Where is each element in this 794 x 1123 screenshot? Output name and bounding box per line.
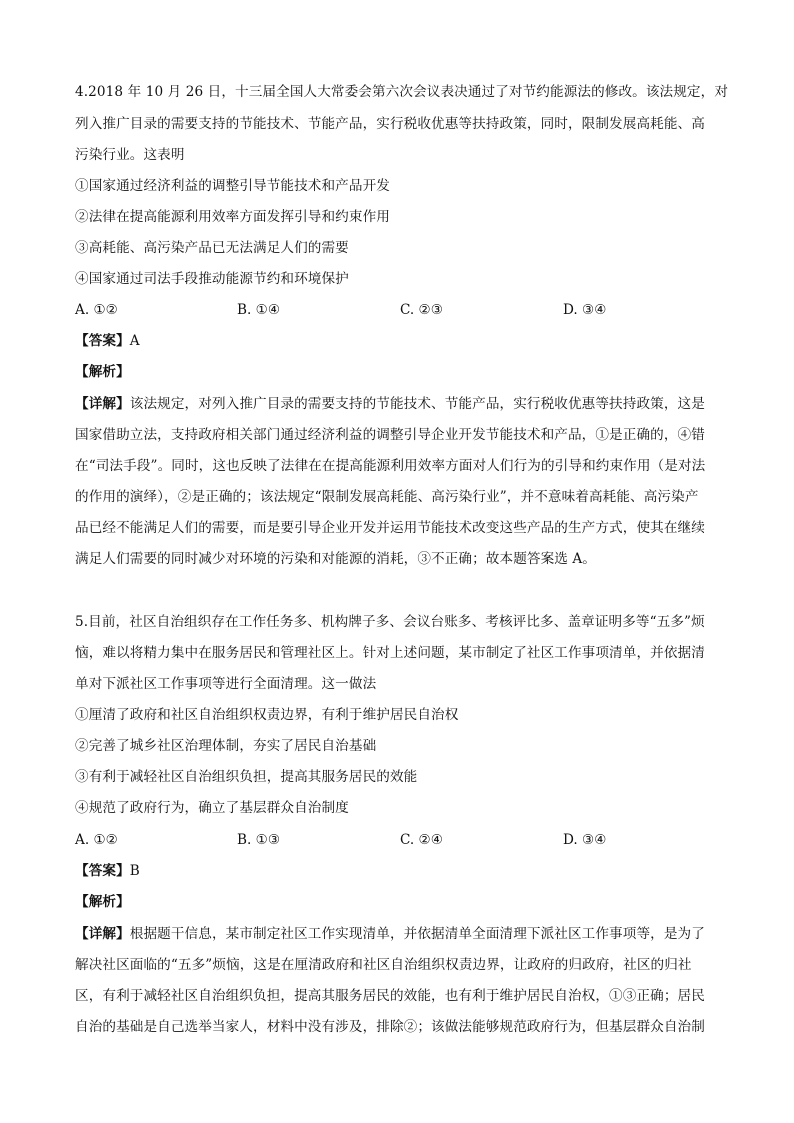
- q5-item-3: ③有利于减轻社区自治组织负担，提高其服务居民的效能: [75, 769, 418, 785]
- q5-detail-line-1: [75, 925, 725, 943]
- q5-item-4: ④规范了政府行为，确立了基层群众自治制度: [75, 800, 349, 816]
- q5-detail-line-4: 自治的基础是自己选举当家人，材料中没有涉及，排除②；该做法能够规范政府行为，但基层群众自治制: [75, 1019, 705, 1035]
- q5-option-c: C. ②④: [400, 832, 443, 848]
- q5-option-d: D. ③④: [563, 832, 607, 848]
- q4-answer-tag: 【答案】: [75, 333, 130, 349]
- q5-analysis-tag: 【解析】: [75, 894, 130, 910]
- q4-analysis-tag: 【解析】: [75, 364, 130, 380]
- q4-item-4: ④国家通过司法手段推动能源节约和环境保护: [75, 271, 349, 287]
- q4-detail-line-3: 在“司法手段”。同时，这也反映了法律在在提高能源利用效率方面对人们行为的引导和约束作用（是对法: [75, 458, 706, 474]
- q5-option-b: B. ①③: [237, 832, 281, 848]
- q4-option-d: D. ③④: [563, 302, 607, 318]
- q4-option-b: B. ①④: [237, 302, 281, 318]
- q4-item-3: ③高耗能、高污染产品已无法满足人们的需要: [75, 240, 349, 256]
- q5-stem-line-3: 单对下派社区工作事项等进行全面清理。这一做法: [75, 676, 377, 692]
- q4-stem-line-3: 污染行业。这表明: [75, 147, 185, 163]
- q4-detail-line-6: 满足人们需要的同时减少对环境的污染和对能源的消耗，③不正确；故本题答案选 A。: [75, 551, 597, 567]
- q5-stem-line-1: 5.目前，社区自治组织存在工作任务多、机构牌子多、会议台账多、考核评比多、盖章证明多等“五多”烦: [75, 614, 705, 630]
- q5-detail-line-3: 区，有利于减轻社区自治组织负担，提高其服务居民的效能，也有利于维护居民自治权，①③正确；居民: [75, 988, 705, 1004]
- q4-detail-line-2: 国家借助立法，支持政府相关部门通过经济利益的调整引导企业开发节能技术和产品，①是正确的，④错: [75, 427, 705, 443]
- q4-analysis: [75, 363, 725, 381]
- q5-item-1: ①厘清了政府和社区自治组织权责边界，有利于维护居民自治权: [75, 707, 459, 723]
- q4-item-1: ①国家通过经济利益的调整引导节能技术和产品开发: [75, 178, 390, 194]
- q5-answer-tag: 【答案】: [75, 863, 130, 879]
- q4-stem-line-1: 4.2018 年 10 月 26 日，十三届全国人大常委会第六次会议表决通过了对节约能源法的修改。该法规定，对: [75, 84, 729, 100]
- q4-detail-line-5: 品已经不能满足人们的需要，而是要引导企业开发并运用节能技术改变这些产品的生产方式，使其在继续: [75, 520, 705, 536]
- q4-item-2: ②法律在提高能源利用效率方面发挥引导和约束作用: [75, 209, 390, 225]
- q5-item-2: ②完善了城乡社区治理体制，夯实了居民自治基础: [75, 738, 377, 754]
- q4-stem-line-2: 列入推广目录的需要支持的节能技术、节能产品，实行税收优惠等扶持政策，同时，限制发展高耗能、高: [75, 116, 705, 132]
- q5-analysis: [75, 893, 725, 911]
- q5-answer: [75, 862, 725, 880]
- q4-option-c: C. ②③: [400, 302, 443, 318]
- q5-detail-text-1: 根据题干信息，某市制定社区工作实现清单，并依据清单全面清理下派社区工作事项等，是为了: [129, 926, 705, 942]
- q5-stem-line-2: 恼，难以将精力集中在服务居民和管理社区上。针对上述问题，某市制定了社区工作事项清单，并依据清: [75, 645, 705, 661]
- q4-option-a: A. ①②: [75, 302, 118, 318]
- q4-detail-line-4: 的作用的演绎），②是正确的；该法规定“限制发展高耗能、高污染行业”，并不意味着高耗能、高污染产: [75, 489, 699, 505]
- q4-detail-text-1: 该法规定，对列入推广目录的需要支持的节能技术、节能产品，实行税收优惠等扶持政策，这是: [129, 396, 705, 412]
- q4-detail-line-1: [75, 395, 725, 413]
- q5-answer-value: B: [129, 863, 140, 879]
- q5-detail-line-2: 解决社区面临的“五多”烦恼，这是在厘清政府和社区自治组织权责边界，让政府的归政府，社区的归社: [75, 957, 692, 973]
- q4-answer: [75, 332, 725, 350]
- q4-detail-tag: 【详解】: [75, 396, 130, 412]
- q5-detail-tag: 【详解】: [75, 926, 130, 942]
- q4-answer-value: A: [129, 333, 140, 349]
- q5-option-a: A. ①②: [75, 832, 118, 848]
